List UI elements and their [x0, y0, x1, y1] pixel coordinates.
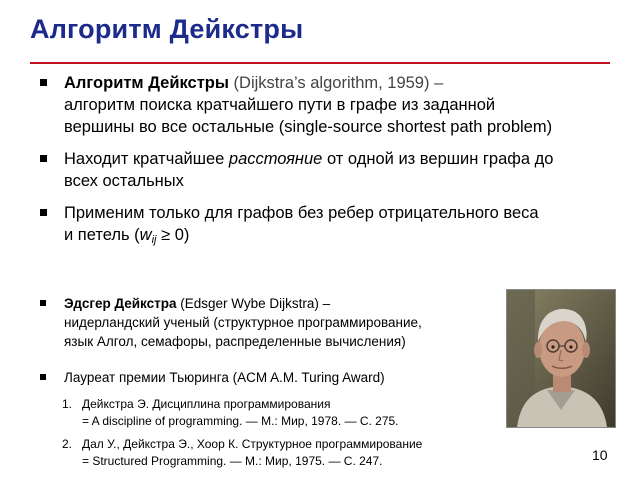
reference-number: 2. [62, 437, 73, 451]
reference-line-2: = Structured Programming. — М.: Мир, 1975. — С. 247. [82, 454, 383, 468]
reference-line-2: = A discipline of programming. — М.: Мир, 1978. — С. 275. [82, 414, 399, 428]
bullet-definition [38, 72, 613, 138]
bullet-marker [40, 209, 47, 216]
bullet-marker [40, 155, 47, 162]
bullet-constraint [38, 202, 613, 251]
bio-item-2 [38, 368, 488, 387]
bullet-marker [40, 79, 47, 86]
bio-line-3: язык Алгол, семафоры, распределенные вычисления) [64, 334, 406, 349]
bullet-marker [40, 300, 46, 306]
bio-line-2: нидерландский ученый (структурное программирование, [64, 315, 422, 330]
bio-name: Эдсгер Дейкстра [64, 296, 177, 311]
term-english: (Dijkstra’s algorithm, 1959) – [228, 74, 444, 92]
reference-item [62, 436, 512, 470]
weight-symbol: w [139, 226, 152, 244]
portrait-photo [506, 289, 616, 428]
constraint-pre: и петель ( [64, 226, 140, 244]
constraint-line-1: Применим только для графов без ребер отрицательного веса [64, 204, 539, 222]
reference-line-1: Дейкстра Э. Дисциплина программирования [82, 397, 331, 411]
term-bold: Алгоритм Дейкстры [64, 74, 229, 92]
reference-item [62, 396, 512, 430]
definition-line-3: вершины во все остальные (single-source shortest path problem) [64, 118, 553, 136]
bio-item-1 [38, 294, 488, 351]
title-divider [30, 62, 610, 64]
bio-name-rest: (Edsger Wybe Dijkstra) – [176, 296, 331, 311]
weight-subscript: ij [151, 234, 157, 246]
distance-line-2: всех остальных [64, 172, 184, 190]
slide-title: Алгоритм Дейкстры [30, 14, 304, 44]
reference-number: 1. [62, 397, 73, 411]
bullet-distance [38, 148, 613, 192]
turing-award: Лауреат премии Тьюринга (ACM A.M. Turing Award) [64, 370, 385, 385]
bullet-marker [40, 374, 46, 380]
distance-italic: расстояние [228, 150, 323, 168]
references-list [62, 396, 512, 476]
page-number: 10 [592, 447, 608, 463]
portrait-illustration [507, 290, 615, 427]
reference-line-1: Дал У., Дейкстра Э., Хоор К. Структурное программирование [82, 437, 423, 451]
distance-pre: Находит кратчайшее [64, 150, 229, 168]
definition-line-2: алгоритм поиска кратчайшего пути в графе из заданной [64, 96, 496, 114]
main-bullets [38, 72, 613, 261]
constraint-post: ≥ 0) [156, 226, 190, 244]
distance-post: от одной из вершин графа до [322, 150, 554, 168]
